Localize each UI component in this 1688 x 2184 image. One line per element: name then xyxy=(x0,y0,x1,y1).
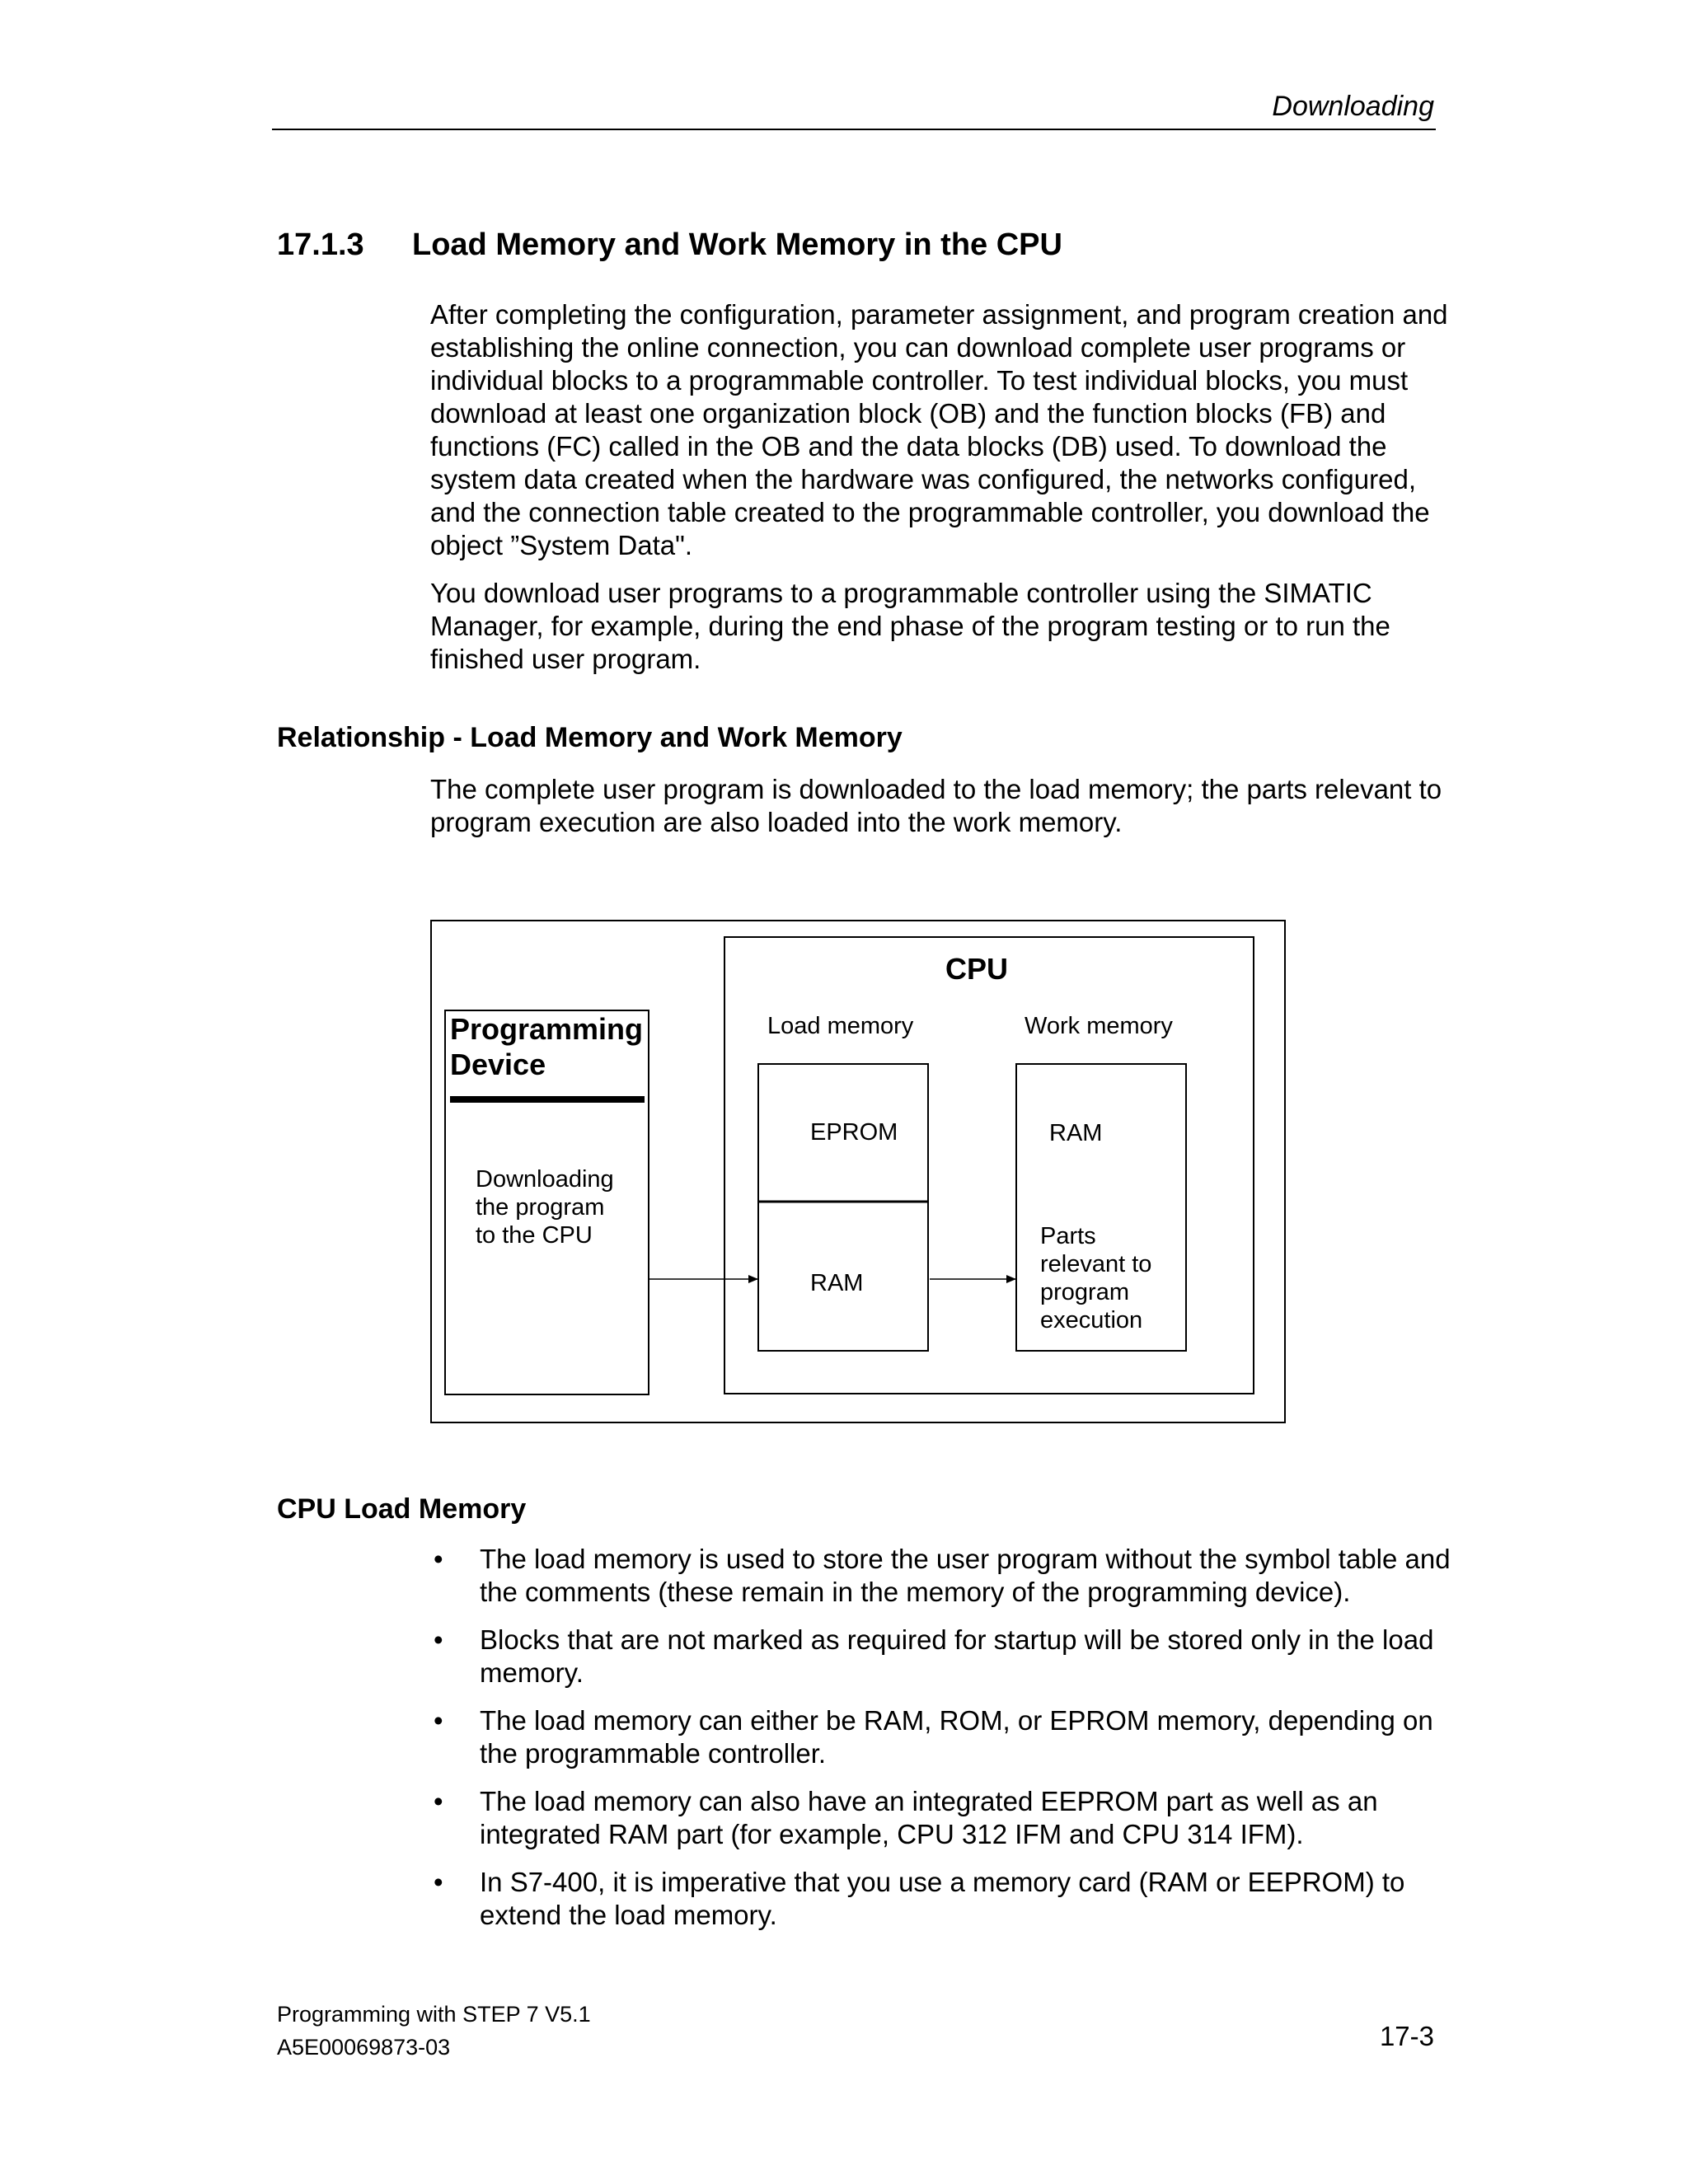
programming-device-bar xyxy=(450,1096,645,1103)
bullet-symbol: • xyxy=(434,1624,443,1655)
load-memory-box xyxy=(758,1064,928,1351)
bullet-symbol: • xyxy=(434,1544,443,1574)
programming-device-title-line2: Device xyxy=(450,1047,546,1081)
list-item xyxy=(430,1785,1452,1851)
work-text-line1: Parts xyxy=(1040,1223,1096,1249)
pg-text-line3: to the CPU xyxy=(476,1222,593,1249)
eprom-label: EPROM xyxy=(810,1119,898,1146)
work-text-line4: execution xyxy=(1040,1307,1143,1333)
work-ram-label: RAM xyxy=(1049,1120,1103,1146)
relationship-text: The complete user program is downloaded to the load memory; the parts relevant to program execution are also loaded into the work memory. xyxy=(430,774,1442,837)
list-item xyxy=(430,1704,1452,1770)
programming-device-title-line1: Programming xyxy=(450,1012,644,1046)
bullet-symbol: • xyxy=(434,1786,443,1816)
work-text-line2: relevant to xyxy=(1040,1251,1152,1277)
running-head: Downloading xyxy=(1272,91,1434,122)
bullet-text: Blocks that are not marked as required for startup will be stored only in the load memory. xyxy=(480,1624,1434,1688)
bullet-symbol: • xyxy=(434,1867,443,1897)
work-text-line3: program xyxy=(1040,1279,1129,1305)
pg-text-line2: the program xyxy=(476,1194,605,1221)
bullet-symbol: • xyxy=(434,1705,443,1736)
second-paragraph: You download user programs to a programmable controller using the SIMATIC Manager, for example, during the end phase of the program testing or to run the finished user program. xyxy=(430,578,1390,674)
relationship-heading: Relationship - Load Memory and Work Memory xyxy=(277,722,903,753)
list-item xyxy=(430,1866,1452,1932)
list-item xyxy=(430,1624,1452,1690)
page-number: 17-3 xyxy=(1379,2021,1434,2051)
manual-title: Programming with STEP 7 V5.1 xyxy=(277,2002,591,2027)
bullet-text: The load memory can also have an integrated EEPROM part as well as an integrated RAM part (for example, CPU 312 IFM and CPU 314 IFM). xyxy=(480,1786,1378,1849)
load-memory-label: Load memory xyxy=(767,1013,914,1039)
load-memory-bullets xyxy=(430,1543,1452,1947)
bullet-text: In S7-400, it is imperative that you use a memory card (RAM or EEPROM) to extend the load memory. xyxy=(480,1867,1405,1930)
header-rule xyxy=(272,129,1436,130)
pg-text-line1: Downloading xyxy=(476,1166,614,1193)
list-item xyxy=(430,1543,1452,1609)
intro-paragraph: After completing the configuration, parameter assignment, and program creation and establishing the online connection, you can download complete user programs or individual blocks to a programmable controller. To test individual blocks, you must download at least one organization block (OB) and the function blocks (FB) and functions (FC) called in the OB and the data blocks (DB) used. To download the system data created when the hardware was configured, the networks configured, and the connection table created to the programmable controller, you download the object ”System Data". xyxy=(430,299,1448,560)
section-number: 17.1.3 xyxy=(277,227,364,262)
memory-diagram xyxy=(430,920,1287,1424)
work-memory-label: Work memory xyxy=(1025,1013,1173,1039)
section-title: Load Memory and Work Memory in the CPU xyxy=(412,227,1062,262)
cpu-label: CPU xyxy=(945,952,1009,986)
doc-number: A5E00069873-03 xyxy=(277,2035,451,2060)
load-ram-label: RAM xyxy=(810,1270,864,1296)
footer-left xyxy=(277,1998,591,2064)
load-memory-heading: CPU Load Memory xyxy=(277,1493,527,1525)
bullet-text: The load memory can either be RAM, ROM, or EPROM memory, depending on the programmable controller. xyxy=(480,1705,1433,1769)
cpu-box xyxy=(724,937,1254,1394)
bullet-text: The load memory is used to store the user program without the symbol table and the comments (these remain in the memory of the programming device). xyxy=(480,1544,1451,1607)
